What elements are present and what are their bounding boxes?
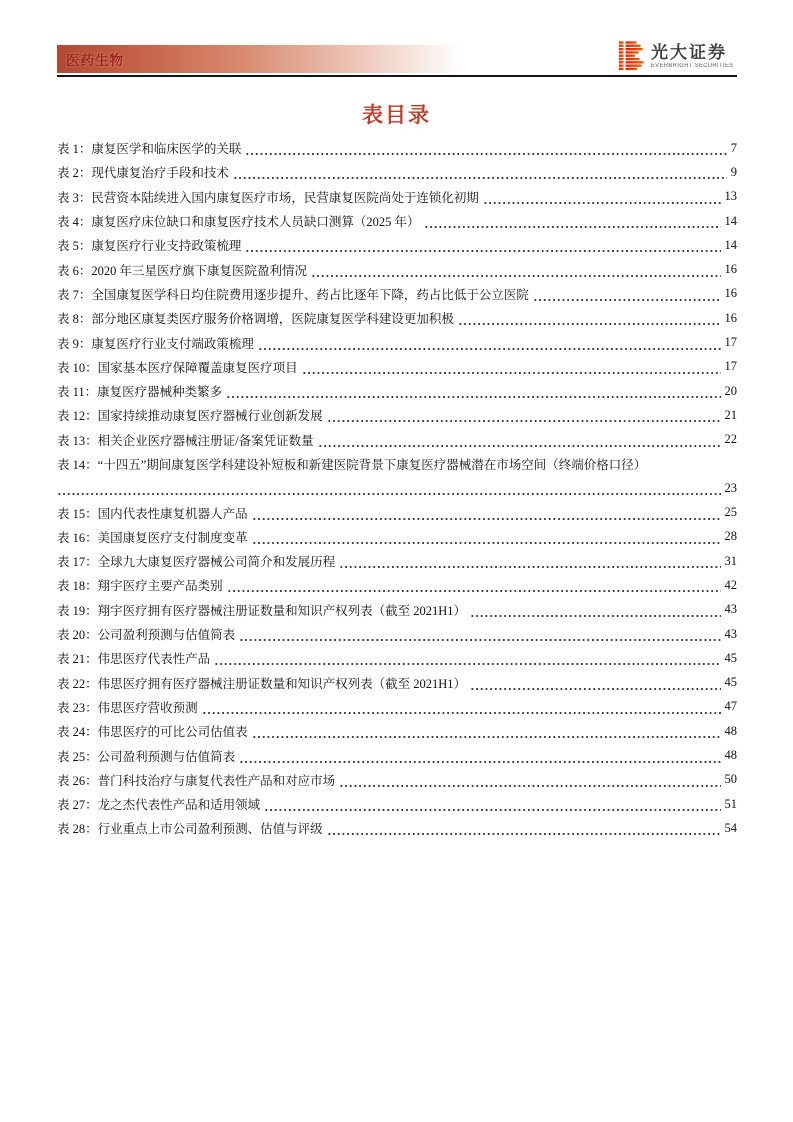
toc-entry[interactable] (57, 719, 737, 743)
toc-entry-label: 表 11： (57, 385, 98, 400)
header-divider (57, 75, 737, 77)
toc-entry-title: 现代康复治疗手段和技术 (91, 166, 229, 181)
toc-entry-page: 43 (724, 626, 737, 641)
toc-entry-label: 表 23： (57, 700, 98, 715)
toc-entry-title: 康复医疗行业支付端政策梳理 (91, 336, 254, 351)
toc-entry[interactable] (57, 233, 737, 257)
toc-entry[interactable] (57, 743, 737, 767)
dot-leader (311, 267, 720, 279)
toc-entry[interactable] (57, 355, 737, 379)
dot-leader (227, 582, 721, 594)
toc-entry-title: 全国康复医学科日均住院费用逐步提升、药占比逐年下降，药占比低于公立医院 (91, 287, 529, 302)
toc-entry[interactable] (57, 185, 737, 209)
sector-header-bar (57, 45, 617, 73)
brand-name-en: EVERBRIGHT SECURITIES (650, 62, 734, 69)
toc-entry-title: 康复医疗行业支持政策梳理 (91, 239, 242, 254)
dot-leader (458, 315, 721, 327)
dot-leader (327, 825, 721, 837)
toc-entry-label: 表 2： (57, 166, 92, 181)
toc-entry-title: 国家持续推动康复医疗器械行业创新发展 (97, 409, 323, 424)
toc-entry[interactable] (57, 646, 737, 670)
dot-leader (245, 145, 726, 157)
toc-entry-label: 表 10： (57, 360, 98, 375)
brand-text (651, 43, 737, 70)
toc-entry-title: 伟思医疗拥有医疗器械注册证数量和知识产权列表（截至 2021H1） (97, 676, 467, 691)
toc-entry[interactable] (57, 598, 737, 622)
toc-entry-title: 公司盈利预测与估值简表 (97, 749, 236, 764)
toc-entry-label: 表 6： (57, 263, 92, 278)
dot-leader (327, 412, 721, 424)
dot-leader (245, 242, 720, 254)
dot-leader (258, 340, 721, 352)
toc-entry-title: 相关企业医疗器械注册证/备案凭证数量 (97, 433, 314, 448)
dot-leader (424, 218, 721, 230)
everbright-stripes-logo-icon (619, 41, 644, 71)
toc-entry-label: 表 28： (57, 822, 98, 837)
dot-leader (264, 801, 720, 813)
toc-entry-title: 龙之杰代表性产品和适用领域 (97, 798, 261, 813)
dot-leader (470, 607, 720, 619)
toc-entry-title: 翔宇医疗主要产品类别 (97, 579, 223, 594)
toc-entry-label: 表 27： (57, 798, 98, 813)
toc-entry-title: 美国康复医疗支付制度变革 (97, 530, 248, 545)
dot-leader (239, 631, 720, 643)
toc-entry-page: 54 (724, 820, 737, 835)
dot-leader (252, 534, 721, 546)
dot-leader (233, 169, 727, 181)
toc-entry-page: 45 (724, 675, 737, 690)
toc-entry[interactable] (57, 549, 737, 573)
toc-entry-label: 表 18： (57, 579, 98, 594)
toc-entry-label: 表 25： (57, 749, 98, 764)
dot-leader (202, 704, 721, 716)
toc-entry[interactable] (57, 622, 737, 646)
sector-label: 医药生物 (66, 53, 124, 68)
toc-entry-page: 47 (724, 699, 737, 714)
toc-entry[interactable] (57, 209, 737, 233)
toc-entry[interactable] (57, 428, 737, 452)
toc-entry[interactable] (57, 671, 737, 695)
toc-entry-page: 31 (724, 553, 737, 568)
toc-entry[interactable] (57, 257, 737, 281)
toc-entry[interactable] (57, 525, 737, 549)
toc-entry-page: 13 (724, 189, 737, 204)
toc-entry-page: 21 (724, 407, 737, 422)
toc-entry-page: 50 (724, 772, 737, 787)
dot-leader (483, 194, 721, 206)
dot-leader (339, 777, 720, 789)
toc-entry-page: 22 (724, 432, 737, 447)
dot-leader (252, 510, 721, 522)
dot-leader (226, 388, 720, 400)
toc-entry-page: 48 (724, 748, 737, 763)
toc-entry-page: 43 (724, 602, 737, 617)
toc-entry-page: 14 (724, 237, 737, 252)
toc-entry-page: 42 (724, 577, 737, 592)
toc-entry-title: 翔宇医疗拥有医疗器械注册证数量和知识产权列表（截至 2021H1） (97, 603, 467, 618)
toc-entry[interactable] (57, 330, 737, 354)
dot-leader (57, 485, 721, 497)
toc-entry-page: 28 (724, 529, 737, 544)
toc-entry-label: 表 9： (57, 336, 92, 351)
toc-entry-title: 伟思医疗营收预测 (97, 700, 198, 715)
toc-entry-title: 康复医疗床位缺口和康复医疗技术人员缺口测算（2025 年） (91, 215, 420, 230)
toc-entry[interactable] (57, 816, 737, 840)
toc-entry[interactable] (57, 282, 737, 306)
toc-entry-page: 7 (730, 140, 737, 155)
toc-entry[interactable] (57, 573, 737, 597)
toc-entry-label: 表 20： (57, 628, 98, 643)
toc-entry[interactable] (57, 792, 737, 816)
toc-entry-label: 表 21： (57, 652, 98, 667)
toc-entry-title: 伟思医疗代表性产品 (97, 652, 211, 667)
toc-entry-title: 行业重点上市公司盈利预测、估值与评级 (97, 822, 323, 837)
toc-entry[interactable] (57, 695, 737, 719)
toc-entry-title: 国内代表性康复机器人产品 (97, 506, 248, 521)
toc-entry-continuation[interactable] (57, 476, 737, 500)
toc-entry[interactable] (57, 136, 737, 160)
toc-entry-title: 2020 年三星医疗旗下康复医院盈利情况 (91, 263, 308, 278)
toc-entry-page: 20 (724, 383, 737, 398)
toc-entry-label: 表 19： (57, 603, 98, 618)
page-title: 表目录 (362, 104, 431, 127)
table-of-tables (57, 136, 737, 841)
toc-entry-label: 表 4： (57, 215, 92, 230)
dot-leader (318, 437, 721, 449)
toc-entry-title: 民营资本陆续进入国内康复医疗市场，民营康复医院尚处于连锁化初期 (91, 190, 479, 205)
toc-entry-label: 表 12： (57, 409, 98, 424)
toc-entry-label: 表 14： (57, 458, 98, 472)
toc-entry-page: 25 (724, 505, 737, 520)
toc-entry[interactable] (57, 379, 737, 403)
toc-entry-page: 23 (724, 480, 737, 495)
dot-leader (339, 558, 720, 570)
toc-entry-page: 14 (724, 213, 737, 228)
toc-entry[interactable] (57, 306, 737, 330)
dot-leader (533, 291, 721, 303)
toc-entry-title: 国家基本医疗保障覆盖康复医疗项目 (97, 360, 298, 375)
toc-entry-page: 16 (724, 310, 737, 325)
toc-entry-page: 9 (730, 164, 737, 179)
toc-entry-page: 45 (724, 650, 737, 665)
dot-leader (470, 680, 720, 692)
toc-entry-label: 表 7： (57, 287, 92, 302)
toc-entry-page: 51 (724, 796, 737, 811)
toc-entry-label: 表 26： (57, 773, 98, 788)
toc-entry-title: “十四五”期间康复医学科建设补短板和新建医院背景下康复医疗器械潜在市场空间（终端价格口径） (97, 458, 647, 472)
dot-leader (239, 753, 720, 765)
toc-entry-title: 康复医学和临床医学的关联 (91, 142, 242, 157)
toc-entry-title: 伟思医疗的可比公司估值表 (97, 725, 248, 740)
toc-entry-label: 表 13： (57, 433, 98, 448)
toc-entry-label: 表 3： (57, 190, 92, 205)
toc-entry-label: 表 16： (57, 530, 98, 545)
toc-entry-label: 表 8： (57, 312, 92, 327)
toc-entry-title: 公司盈利预测与估值简表 (97, 628, 236, 643)
toc-entry-page: 16 (724, 286, 737, 301)
toc-entry-page: 48 (724, 723, 737, 738)
toc-entry-label: 表 15： (57, 506, 98, 521)
brand-logo (619, 41, 737, 71)
toc-entry-title: 全球九大康复医疗器械公司简介和发展历程 (97, 555, 336, 570)
toc-entry[interactable] (57, 768, 737, 792)
dot-leader (252, 728, 721, 740)
toc-entry-label: 表 17： (57, 555, 98, 570)
toc-entry[interactable] (57, 160, 737, 184)
toc-entry-label: 表 24： (57, 725, 98, 740)
toc-entry-label: 表 1： (57, 142, 92, 157)
toc-entry[interactable] (57, 403, 737, 427)
toc-entry-title: 部分地区康复类医疗服务价格调增，医院康复医学科建设更加积极 (91, 312, 454, 327)
toc-entry-title: 康复医疗器械种类繁多 (97, 385, 223, 400)
dot-leader (214, 655, 720, 667)
toc-entry-page: 17 (724, 335, 737, 350)
brand-name-cn: 光大证券 (650, 42, 727, 62)
toc-entry-page: 16 (724, 262, 737, 277)
toc-entry[interactable] (57, 500, 737, 524)
toc-entry-label: 表 5： (57, 239, 92, 254)
dot-leader (302, 364, 721, 376)
toc-entry-page: 17 (724, 359, 737, 374)
toc-entry-label: 表 22： (57, 676, 98, 691)
toc-entry-title: 普门科技治疗与康复代表性产品和对应市场 (97, 773, 336, 788)
toc-entry[interactable] (57, 452, 737, 476)
